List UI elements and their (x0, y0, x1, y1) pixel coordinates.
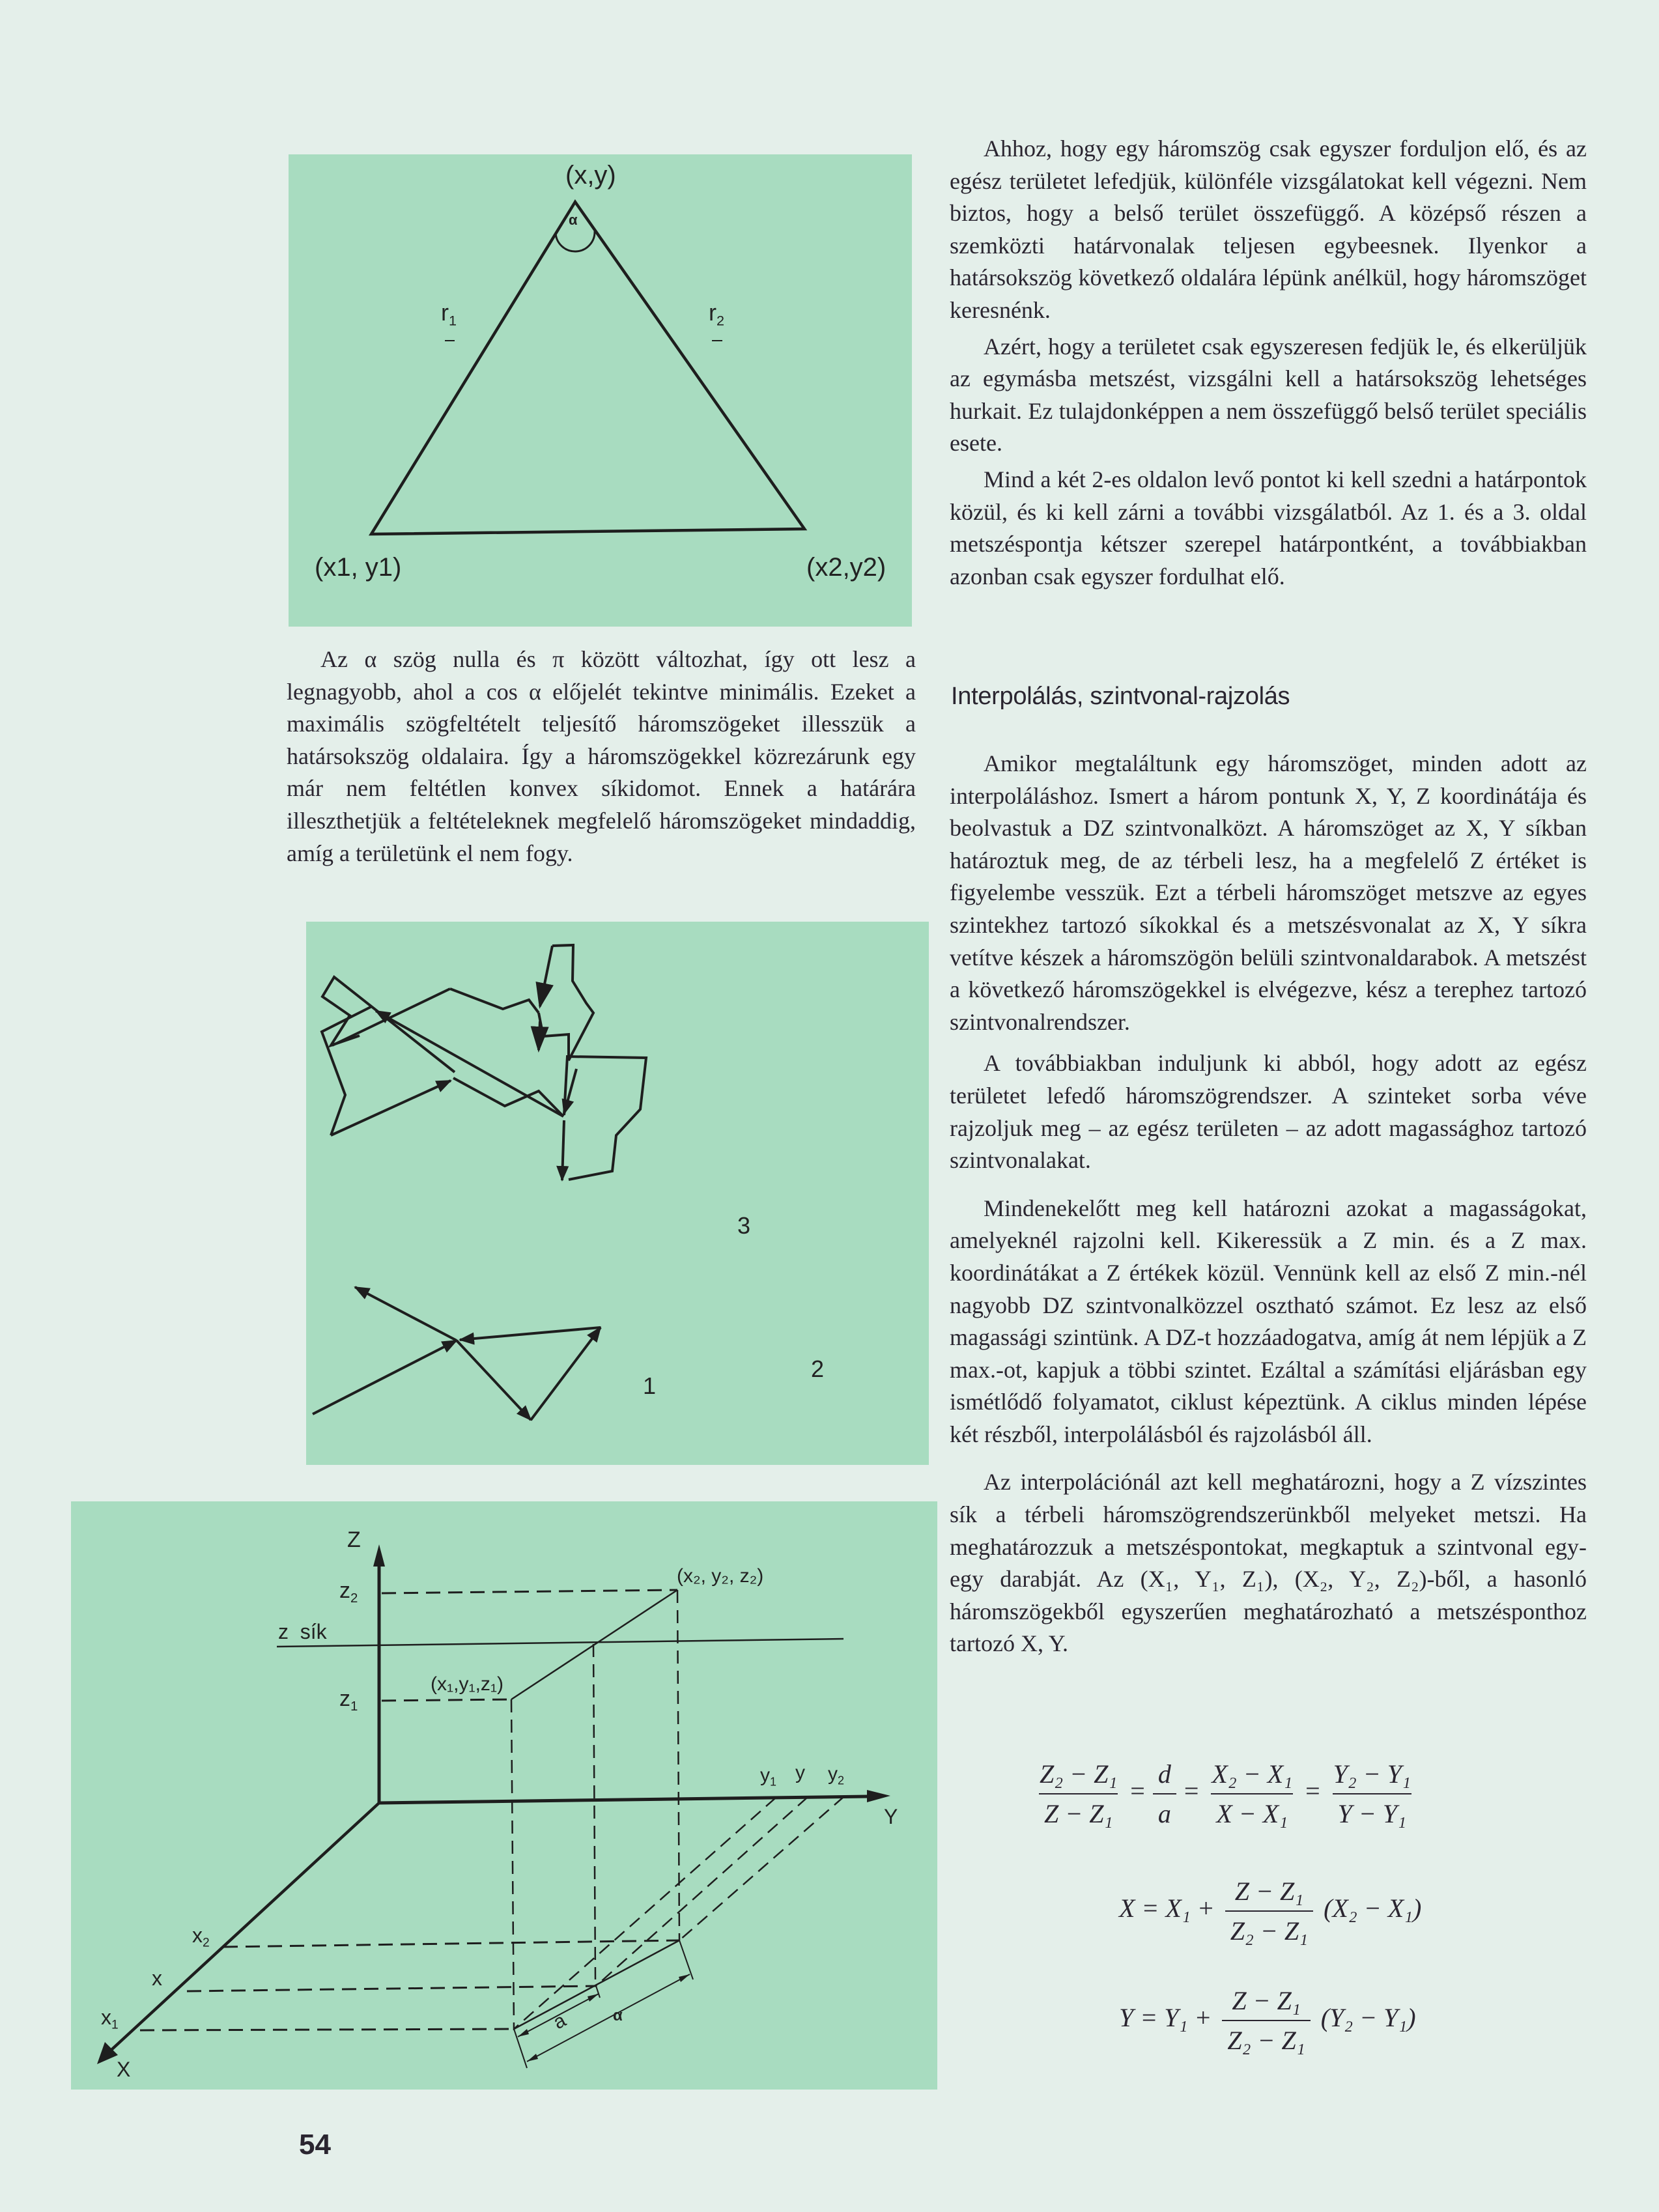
paragraph: Az α szög nulla és π között változhat, így ott lesz a legnagyobb, ahol a cos α előjelét tekintve minimális. Ezeket a maximális szögfeltételt teljesítő háromszögeket illesszük a határsokszög oldalaira. Így a háromszögekkel közrezárunk egy már nem feltétlen konvex síkidomot. Ennek a határára illeszthetjük a feltételeknek megfelelő háromszögeket mindaddig, amíg a területünk el nem fogy. (287, 646, 916, 866)
formula-x: X = X₁ + $\frac{\text{Z − Z₁}}{\text{Z₂ − Z₁}}$ (X₂ − X₁) (1119, 1877, 1422, 1946)
x1-tick-label: $x_1$ (101, 2006, 119, 2032)
y1-tick-label: $y_1$ (760, 1765, 777, 1789)
paragraph: Ahhoz, hogy egy háromszög csak egyszer forduljon elő, és az egész területet lefedjük, különféle vizsgálatokat kell végezni. Nem biztos, hogy a belső terület összefüggő. A középső részen a szemközti határvonalak teljesen egybeesnek. Ilyenkor a határsokszög következő oldalára lépünk anélkül, hogy háromszöget keresnénk. (950, 135, 1587, 323)
fraction: $\frac{\text{Y₂ − Y₁}}{\text{Y − Y₁}}$ (1333, 1759, 1411, 1828)
fraction: $\frac{\text{X₂ − X₁}}{\text{X − X₁}}$ (1212, 1759, 1293, 1828)
side-r2-label: $r_2$ (709, 299, 725, 329)
angle-alpha-label: α (569, 212, 578, 228)
formula-proportion: $\frac{\text{Z₂ − Z₁}}{\text{Z − Z₁}}$ = $\frac{d}{a}$ = $\frac{\text{X₂ − X₁}}{\text{X − X₁}}$ = $\frac{\text{Y₂ − Y₁}}{\text{Y − Y₁}}$ (1030, 1759, 1420, 1829)
bottom-left-vertex-label: (x1, y1) (315, 553, 402, 582)
dimension-a-label: a (549, 2009, 570, 2034)
side-r1-label: $r_1$ (441, 299, 457, 329)
formula-y: Y = Y₁ + $\frac{\text{Z − Z₁}}{\text{Z₂ − Z₁}}$ (Y₂ − Y₁) (1119, 1986, 1416, 2055)
left-column-text (287, 644, 916, 870)
fraction: $\frac{d}{a}$ (1153, 1759, 1176, 1829)
y2-tick-label: $y_2$ (828, 1763, 845, 1787)
edge-label-3: 3 (737, 1212, 751, 1239)
z1-tick-label: $z_1$ (339, 1686, 358, 1714)
3d-interpolation-geometry (71, 1501, 937, 2090)
edge-label-2: 2 (811, 1355, 825, 1382)
x2-tick-label: $x_2$ (192, 1923, 210, 1950)
paragraph: A továbbiakban induljunk ki abból, hogy adott az egész területet lefedő háromszögrendszer. A szinteket sorba véve rajzoljuk meg – az egész területen – az adott magassághoz tartozó szintvonalakat. (950, 1050, 1587, 1174)
fraction: $\frac{\text{Z − Z₁}}{\text{Z₂ − Z₁}}$ (1222, 1985, 1310, 2056)
dimension-alpha-label: α (613, 2007, 623, 2024)
fraction: $\frac{\text{Z₂ − Z₁}}{\text{Z − Z₁}}$ (1040, 1759, 1118, 1828)
page-number: 54 (299, 2129, 331, 2161)
z2-tick-label: $z_2$ (339, 1578, 358, 1606)
paragraph: Mindenekelőtt meg kell határozni azokat a magasságokat, amelyeknél rajzolni kell. Kikeressük a Z min. és a Z max. koordinátákat a Z értékek közül. Vennünk kell az első Z min.-nél nagyobb DZ szintvonalközzel osztható számot. Ez lesz az első magassági szintünk. A DZ-t hozzáadogatva, amíg át nem lépjük a Z max.-ot, kapjuk a többi szintet. Ezáltal a számítási eljárásban egy ismétlődő folyamatot, ciklust képeztünk. A ciklus minden lépése két részből, interpolálásból és rajzolásból áll. (950, 1195, 1587, 1447)
point-2-label: (x₂, y₂, z₂) (677, 1565, 764, 1587)
edge-label-1: 1 (643, 1372, 657, 1399)
apex-label: (x,y) (565, 161, 616, 190)
right-column-text-body (950, 748, 1587, 1660)
z-axis-label: Z (347, 1527, 361, 1552)
figure-3d-interpolation (71, 1501, 937, 2090)
figure-polygon-traversal (306, 922, 929, 1465)
section-heading: Interpolálás, szintvonal-rajzolás (951, 683, 1290, 710)
right-column-text-top (950, 133, 1587, 593)
x-tick-label: x (152, 1966, 162, 1990)
bottom-right-vertex-label: (x2,y2) (806, 553, 886, 582)
paragraph: Az interpolációnál azt kell meghatározni, hogy a Z vízszintes sík a térbeli háromszögrendszerünkből melyeket metszi. Ha meghatározzuk a metszéspontokat, megkaptuk a szintvonal egy-egy darabját. Az (X₁, Y₁, Z₁), (X₂, Y₂, Z₂)-ből, a hasonló háromszögekből egyszerűen meghatározható a metszésponthoz tartozó X, Y. (950, 1469, 1587, 1657)
z-plane-label: z sík (278, 1620, 327, 1643)
x-axis-label: X (117, 2058, 131, 2081)
paragraph: Azért, hogy a területet csak egyszeresen fedjük le, és elkerüljük az egymásba metszést, vizsgálni kell a határsokszög lehetséges hurkait. Ez tulajdonképpen a nem összefüggő belső terület speciális esete. (950, 333, 1587, 457)
y-axis-label: Y (884, 1805, 898, 1828)
fraction: $\frac{\text{Z − Z₁}}{\text{Z₂ − Z₁}}$ (1225, 1876, 1313, 1946)
paragraph: Mind a két 2-es oldalon levő pontot ki kell szedni a határpontok közül, és ki kell zárni a további vizsgálatból. Az 1. és a 3. oldal metszéspontja kétszer szerepel határpontként, a továbbiakban azonban csak egyszer fordulhat elő. (950, 466, 1587, 589)
figure-triangle (289, 154, 912, 627)
y-tick-label: y (795, 1762, 805, 1783)
traversal-lines (306, 922, 929, 1465)
paragraph: Amikor megtaláltunk egy háromszöget, minden adott az interpoláláshoz. Ismert a három pontunk X, Y, Z koordinátája és beolvastuk a DZ szintvonalközt. A háromszöget az X, Y síkban határoztuk meg, de az térbeli lesz, ha a megfelelő Z értéket is figyelembe vesszük. Ezt a térbeli háromszöget metszve az egyes szintekhez tartozó síkokkal és a metszésvonalat az X, Y síkra vetítve készek a háromszögön belüli szintvonaldarabok. A metszést a következő háromszögekkel is elvégezve, kész a terephez tartozó szintvonalrendszer. (950, 750, 1587, 1035)
point-1-label: (x₁,y₁,z₁) (431, 1673, 504, 1695)
